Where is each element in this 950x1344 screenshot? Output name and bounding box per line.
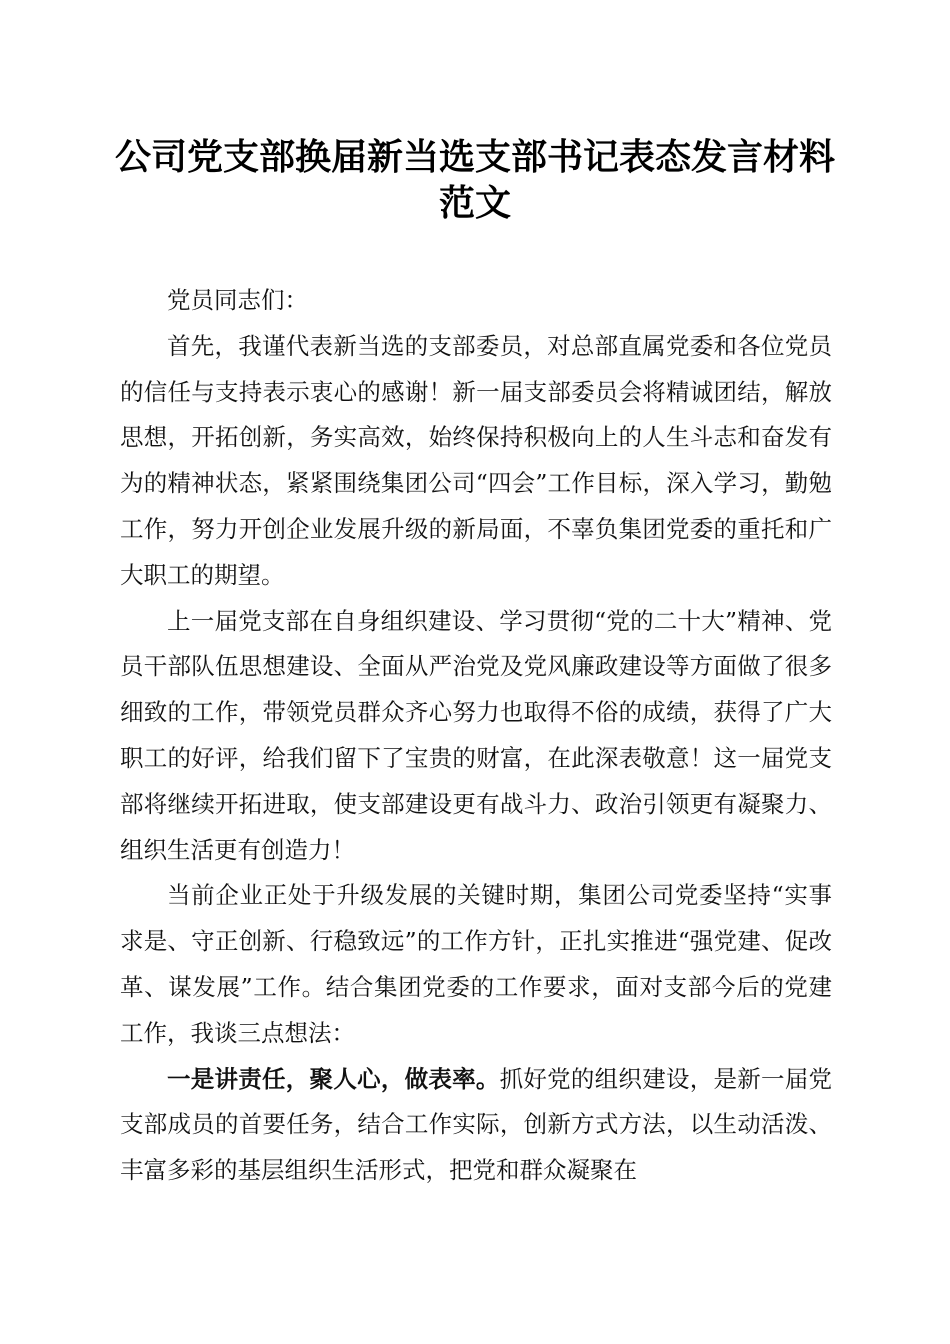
paragraph-3: 当前企业正处于升级发展的关键时期，集团公司党委坚持“实事求是、守正创新、行稳致远”的工作方针，正扎实推进“强党建、促改革、谋发展”工作。结合集团党委的工作要求，面对支部今后的党建工作，我谈三点想法： [120, 881, 832, 1047]
point-one-text: 抓好党的组织建设，是新一届党支部成员的首要任务，结合工作实际，创新方式方法，以生动活泼、丰富多彩的基层组织生活形式，把党和群众凝聚在 [120, 1064, 833, 1185]
salutation: 党员同志们： [167, 286, 308, 314]
document-body [120, 278, 832, 1194]
title-line-1: 公司党支部换届新当选支部书记表态发言材料 [114, 136, 835, 178]
title-line-2: 范文 [438, 182, 511, 224]
paragraph-2: 上一届党支部在自身组织建设、学习贯彻“党的二十大”精神、党员干部队伍思想建设、全面从严治党及党风廉政建设等方面做了很多细致的工作，带领党员群众齐心努力也取得不俗的成绩，获得了广大职工的好评，给我们留下了宝贵的财富，在此深表敬意！这一届党支部将继续开拓进取，使支部建设更有战斗力、政治引领更有凝聚力、组织生活更有创造力！ [120, 606, 832, 864]
document-title [110, 134, 840, 226]
point-one-lead: 一是讲责任，聚人心，做表率。 [167, 1064, 500, 1093]
paragraph-4 [120, 1057, 832, 1194]
paragraph-1: 首先，我谨代表新当选的支部委员，对总部直属党委和各位党员的信任与支持表示衷心的感谢！新一届支部委员会将精诚团结，解放思想，开拓创新，务实高效，始终保持积极向上的人生斗志和奋发有为的精神状态，紧紧围绕集团公司“四会”工作目标，深入学习，勤勉工作，努力开创企业发展升级的新局面，不辜负集团党委的重托和广大职工的期望。 [120, 331, 832, 589]
